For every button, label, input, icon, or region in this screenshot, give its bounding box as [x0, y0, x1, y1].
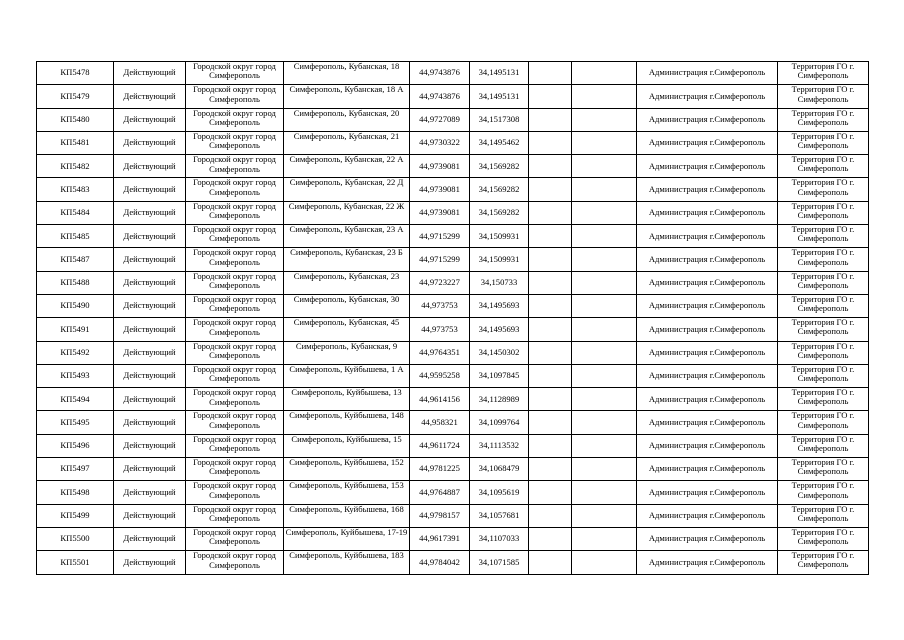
- cell-status: Действующий: [114, 458, 186, 481]
- cell-empty-2: [572, 155, 637, 178]
- cell-code: КП5499: [37, 504, 114, 527]
- cell-latitude: 44,9723227: [410, 271, 470, 294]
- cell-latitude: 44,9715299: [410, 225, 470, 248]
- cell-latitude: 44,9784042: [410, 551, 470, 574]
- cell-code: КП5483: [37, 178, 114, 201]
- cell-status: Действующий: [114, 527, 186, 550]
- cell-municipality: Городской округ город Симферополь: [186, 364, 284, 387]
- cell-municipality: Городской округ город Симферополь: [186, 108, 284, 131]
- cell-empty-1: [529, 271, 572, 294]
- cell-latitude: 44,9727089: [410, 108, 470, 131]
- cell-municipality: Городской округ город Симферополь: [186, 318, 284, 341]
- cell-status: Действующий: [114, 318, 186, 341]
- cell-status: Действующий: [114, 201, 186, 224]
- cell-empty-1: [529, 551, 572, 574]
- cell-owner: Администрация г.Симферополь: [637, 294, 778, 317]
- cell-territory: Территория ГО г. Симферополь: [778, 341, 869, 364]
- cell-municipality: Городской округ город Симферополь: [186, 248, 284, 271]
- cell-empty-2: [572, 388, 637, 411]
- cell-code: КП5490: [37, 294, 114, 317]
- cell-empty-2: [572, 248, 637, 271]
- cell-code: КП5497: [37, 458, 114, 481]
- table-row: [37, 294, 869, 317]
- cell-address: Симферополь, Куйбышева, 148: [284, 411, 410, 434]
- table-row: [37, 318, 869, 341]
- cell-owner: Администрация г.Симферополь: [637, 504, 778, 527]
- cell-municipality: Городской округ город Симферополь: [186, 434, 284, 457]
- cell-address: Симферополь, Куйбышева, 13: [284, 388, 410, 411]
- table-row: [37, 341, 869, 364]
- cell-longitude: 34,1569282: [470, 201, 529, 224]
- cell-territory: Территория ГО г. Симферополь: [778, 294, 869, 317]
- registry-rows: [37, 62, 869, 575]
- cell-empty-2: [572, 341, 637, 364]
- cell-status: Действующий: [114, 364, 186, 387]
- cell-status: Действующий: [114, 294, 186, 317]
- cell-code: КП5500: [37, 527, 114, 550]
- cell-address: Симферополь, Куйбышева, 15: [284, 434, 410, 457]
- cell-status: Действующий: [114, 85, 186, 108]
- cell-code: КП5498: [37, 481, 114, 504]
- cell-longitude: 34,1068479: [470, 458, 529, 481]
- cell-empty-1: [529, 364, 572, 387]
- cell-owner: Администрация г.Симферополь: [637, 178, 778, 201]
- table-row: [37, 85, 869, 108]
- table-row: [37, 155, 869, 178]
- cell-empty-2: [572, 434, 637, 457]
- cell-status: Действующий: [114, 434, 186, 457]
- cell-latitude: 44,9614156: [410, 388, 470, 411]
- cell-address: Симферополь, Кубанская, 22 Д: [284, 178, 410, 201]
- cell-municipality: Городской округ город Симферополь: [186, 131, 284, 154]
- cell-latitude: 44,9743876: [410, 62, 470, 85]
- table-row: [37, 248, 869, 271]
- cell-territory: Территория ГО г. Симферополь: [778, 388, 869, 411]
- cell-code: КП5492: [37, 341, 114, 364]
- cell-longitude: 34,1509931: [470, 225, 529, 248]
- cell-code: КП5496: [37, 434, 114, 457]
- cell-empty-2: [572, 178, 637, 201]
- cell-longitude: 34,1107033: [470, 527, 529, 550]
- cell-address: Симферополь, Куйбышева, 168: [284, 504, 410, 527]
- cell-longitude: 34,150733: [470, 271, 529, 294]
- cell-owner: Администрация г.Симферополь: [637, 225, 778, 248]
- cell-owner: Администрация г.Симферополь: [637, 434, 778, 457]
- table-row: [37, 527, 869, 550]
- table-row: [37, 131, 869, 154]
- cell-territory: Территория ГО г. Симферополь: [778, 131, 869, 154]
- cell-municipality: Городской округ город Симферополь: [186, 481, 284, 504]
- cell-longitude: 34,1495693: [470, 318, 529, 341]
- cell-empty-1: [529, 481, 572, 504]
- table-row: [37, 201, 869, 224]
- cell-address: Симферополь, Кубанская, 22 А: [284, 155, 410, 178]
- cell-latitude: 44,9739081: [410, 201, 470, 224]
- cell-owner: Администрация г.Симферополь: [637, 155, 778, 178]
- cell-empty-2: [572, 85, 637, 108]
- cell-empty-1: [529, 248, 572, 271]
- registry-table: [36, 61, 869, 575]
- cell-longitude: 34,1071585: [470, 551, 529, 574]
- cell-territory: Территория ГО г. Симферополь: [778, 411, 869, 434]
- cell-empty-2: [572, 481, 637, 504]
- cell-code: КП5479: [37, 85, 114, 108]
- cell-code: КП5478: [37, 62, 114, 85]
- cell-municipality: Городской округ город Симферополь: [186, 411, 284, 434]
- cell-empty-2: [572, 62, 637, 85]
- cell-address: Симферополь, Кубанская, 45: [284, 318, 410, 341]
- cell-latitude: 44,973753: [410, 318, 470, 341]
- cell-owner: Администрация г.Симферополь: [637, 551, 778, 574]
- cell-status: Действующий: [114, 225, 186, 248]
- cell-municipality: Городской округ город Симферополь: [186, 178, 284, 201]
- cell-territory: Территория ГО г. Симферополь: [778, 551, 869, 574]
- cell-address: Симферополь, Кубанская, 21: [284, 131, 410, 154]
- cell-territory: Территория ГО г. Симферополь: [778, 108, 869, 131]
- cell-address: Симферополь, Куйбышева, 183: [284, 551, 410, 574]
- cell-territory: Территория ГО г. Симферополь: [778, 318, 869, 341]
- cell-longitude: 34,1495131: [470, 85, 529, 108]
- cell-latitude: 44,9739081: [410, 155, 470, 178]
- cell-code: КП5493: [37, 364, 114, 387]
- cell-owner: Администрация г.Симферополь: [637, 341, 778, 364]
- cell-code: КП5501: [37, 551, 114, 574]
- cell-address: Симферополь, Кубанская, 9: [284, 341, 410, 364]
- cell-owner: Администрация г.Симферополь: [637, 458, 778, 481]
- table-row: [37, 434, 869, 457]
- table-row: [37, 388, 869, 411]
- cell-municipality: Городской округ город Симферополь: [186, 458, 284, 481]
- cell-empty-2: [572, 411, 637, 434]
- cell-status: Действующий: [114, 62, 186, 85]
- cell-status: Действующий: [114, 481, 186, 504]
- cell-code: КП5487: [37, 248, 114, 271]
- cell-owner: Администрация г.Симферополь: [637, 411, 778, 434]
- cell-latitude: 44,9730322: [410, 131, 470, 154]
- cell-owner: Администрация г.Симферополь: [637, 388, 778, 411]
- cell-municipality: Городской округ город Симферополь: [186, 341, 284, 364]
- cell-owner: Администрация г.Симферополь: [637, 108, 778, 131]
- cell-latitude: 44,9617391: [410, 527, 470, 550]
- cell-territory: Территория ГО г. Симферополь: [778, 434, 869, 457]
- cell-empty-1: [529, 527, 572, 550]
- cell-address: Симферополь, Куйбышева, 17-19: [284, 527, 410, 550]
- table-row: [37, 108, 869, 131]
- cell-empty-1: [529, 178, 572, 201]
- cell-address: Симферополь, Кубанская, 22 Ж: [284, 201, 410, 224]
- cell-owner: Администрация г.Симферополь: [637, 248, 778, 271]
- table-row: [37, 364, 869, 387]
- cell-code: КП5481: [37, 131, 114, 154]
- cell-latitude: 44,9764887: [410, 481, 470, 504]
- cell-address: Симферополь, Куйбышева, 1 А: [284, 364, 410, 387]
- cell-municipality: Городской округ город Симферополь: [186, 294, 284, 317]
- cell-municipality: Городской округ город Симферополь: [186, 62, 284, 85]
- cell-territory: Территория ГО г. Симферополь: [778, 178, 869, 201]
- cell-empty-1: [529, 108, 572, 131]
- table-row: [37, 504, 869, 527]
- cell-address: Симферополь, Кубанская, 18 А: [284, 85, 410, 108]
- cell-longitude: 34,1057681: [470, 504, 529, 527]
- cell-territory: Территория ГО г. Симферополь: [778, 527, 869, 550]
- cell-empty-1: [529, 318, 572, 341]
- table-row: [37, 458, 869, 481]
- cell-latitude: 44,9715299: [410, 248, 470, 271]
- cell-address: Симферополь, Куйбышева, 152: [284, 458, 410, 481]
- cell-empty-1: [529, 85, 572, 108]
- cell-latitude: 44,9781225: [410, 458, 470, 481]
- cell-address: Симферополь, Кубанская, 20: [284, 108, 410, 131]
- table-row: [37, 481, 869, 504]
- cell-empty-1: [529, 411, 572, 434]
- cell-territory: Территория ГО г. Симферополь: [778, 85, 869, 108]
- cell-territory: Территория ГО г. Симферополь: [778, 271, 869, 294]
- cell-municipality: Городской округ город Симферополь: [186, 155, 284, 178]
- cell-status: Действующий: [114, 178, 186, 201]
- cell-empty-1: [529, 201, 572, 224]
- cell-empty-1: [529, 294, 572, 317]
- cell-territory: Территория ГО г. Симферополь: [778, 481, 869, 504]
- cell-status: Действующий: [114, 108, 186, 131]
- cell-latitude: 44,9798157: [410, 504, 470, 527]
- cell-longitude: 34,1495462: [470, 131, 529, 154]
- cell-latitude: 44,9611724: [410, 434, 470, 457]
- cell-code: КП5480: [37, 108, 114, 131]
- cell-address: Симферополь, Куйбышева, 153: [284, 481, 410, 504]
- cell-empty-2: [572, 294, 637, 317]
- cell-longitude: 34,1509931: [470, 248, 529, 271]
- cell-owner: Администрация г.Симферополь: [637, 85, 778, 108]
- cell-empty-1: [529, 131, 572, 154]
- cell-latitude: 44,9764351: [410, 341, 470, 364]
- cell-empty-1: [529, 155, 572, 178]
- cell-territory: Территория ГО г. Симферополь: [778, 248, 869, 271]
- cell-municipality: Городской округ город Симферополь: [186, 527, 284, 550]
- cell-latitude: 44,9595258: [410, 364, 470, 387]
- cell-territory: Территория ГО г. Симферополь: [778, 62, 869, 85]
- cell-code: КП5485: [37, 225, 114, 248]
- cell-territory: Территория ГО г. Симферополь: [778, 201, 869, 224]
- cell-empty-1: [529, 225, 572, 248]
- cell-latitude: 44,9743876: [410, 85, 470, 108]
- cell-empty-2: [572, 108, 637, 131]
- cell-status: Действующий: [114, 411, 186, 434]
- table-row: [37, 551, 869, 574]
- cell-empty-1: [529, 62, 572, 85]
- cell-latitude: 44,9739081: [410, 178, 470, 201]
- cell-empty-1: [529, 341, 572, 364]
- cell-longitude: 34,1095619: [470, 481, 529, 504]
- cell-territory: Территория ГО г. Симферополь: [778, 155, 869, 178]
- cell-code: КП5491: [37, 318, 114, 341]
- cell-territory: Территория ГО г. Симферополь: [778, 364, 869, 387]
- cell-longitude: 34,1450302: [470, 341, 529, 364]
- cell-longitude: 34,1099764: [470, 411, 529, 434]
- cell-owner: Администрация г.Симферополь: [637, 271, 778, 294]
- cell-longitude: 34,1517308: [470, 108, 529, 131]
- cell-municipality: Городской округ город Симферополь: [186, 551, 284, 574]
- table-row: [37, 411, 869, 434]
- cell-owner: Администрация г.Симферополь: [637, 527, 778, 550]
- table-row: [37, 62, 869, 85]
- cell-address: Симферополь, Кубанская, 23 А: [284, 225, 410, 248]
- cell-empty-2: [572, 527, 637, 550]
- cell-address: Симферополь, Кубанская, 23 Б: [284, 248, 410, 271]
- cell-municipality: Городской округ город Симферополь: [186, 225, 284, 248]
- cell-empty-1: [529, 458, 572, 481]
- cell-status: Действующий: [114, 155, 186, 178]
- table-row: [37, 225, 869, 248]
- cell-empty-2: [572, 551, 637, 574]
- cell-territory: Территория ГО г. Симферополь: [778, 504, 869, 527]
- cell-municipality: Городской округ город Симферополь: [186, 271, 284, 294]
- table-row: [37, 178, 869, 201]
- cell-owner: Администрация г.Симферополь: [637, 364, 778, 387]
- table-row: [37, 271, 869, 294]
- cell-owner: Администрация г.Симферополь: [637, 481, 778, 504]
- cell-longitude: 34,1495131: [470, 62, 529, 85]
- cell-status: Действующий: [114, 504, 186, 527]
- cell-status: Действующий: [114, 388, 186, 411]
- cell-territory: Территория ГО г. Симферополь: [778, 458, 869, 481]
- cell-municipality: Городской округ город Симферополь: [186, 85, 284, 108]
- cell-empty-2: [572, 271, 637, 294]
- cell-empty-2: [572, 364, 637, 387]
- cell-address: Симферополь, Кубанская, 18: [284, 62, 410, 85]
- cell-longitude: 34,1495693: [470, 294, 529, 317]
- cell-empty-2: [572, 458, 637, 481]
- cell-status: Действующий: [114, 271, 186, 294]
- cell-empty-2: [572, 201, 637, 224]
- cell-longitude: 34,1097845: [470, 364, 529, 387]
- cell-owner: Администрация г.Симферополь: [637, 318, 778, 341]
- cell-empty-1: [529, 504, 572, 527]
- cell-longitude: 34,1128989: [470, 388, 529, 411]
- cell-empty-2: [572, 504, 637, 527]
- cell-municipality: Городской округ город Симферополь: [186, 504, 284, 527]
- cell-status: Действующий: [114, 248, 186, 271]
- cell-empty-1: [529, 434, 572, 457]
- cell-empty-2: [572, 318, 637, 341]
- cell-address: Симферополь, Кубанская, 23: [284, 271, 410, 294]
- cell-status: Действующий: [114, 341, 186, 364]
- cell-owner: Администрация г.Симферополь: [637, 131, 778, 154]
- cell-latitude: 44,958321: [410, 411, 470, 434]
- cell-owner: Администрация г.Симферополь: [637, 62, 778, 85]
- cell-owner: Администрация г.Симферополь: [637, 201, 778, 224]
- cell-territory: Территория ГО г. Симферополь: [778, 225, 869, 248]
- cell-municipality: Городской округ город Симферополь: [186, 388, 284, 411]
- cell-address: Симферополь, Кубанская, 30: [284, 294, 410, 317]
- cell-code: КП5488: [37, 271, 114, 294]
- cell-empty-2: [572, 131, 637, 154]
- cell-municipality: Городской округ город Симферополь: [186, 201, 284, 224]
- cell-empty-2: [572, 225, 637, 248]
- cell-longitude: 34,1569282: [470, 178, 529, 201]
- cell-longitude: 34,1569282: [470, 155, 529, 178]
- cell-latitude: 44,973753: [410, 294, 470, 317]
- cell-status: Действующий: [114, 551, 186, 574]
- cell-longitude: 34,1113532: [470, 434, 529, 457]
- cell-empty-1: [529, 388, 572, 411]
- cell-code: КП5482: [37, 155, 114, 178]
- cell-code: КП5494: [37, 388, 114, 411]
- cell-code: КП5495: [37, 411, 114, 434]
- cell-code: КП5484: [37, 201, 114, 224]
- cell-status: Действующий: [114, 131, 186, 154]
